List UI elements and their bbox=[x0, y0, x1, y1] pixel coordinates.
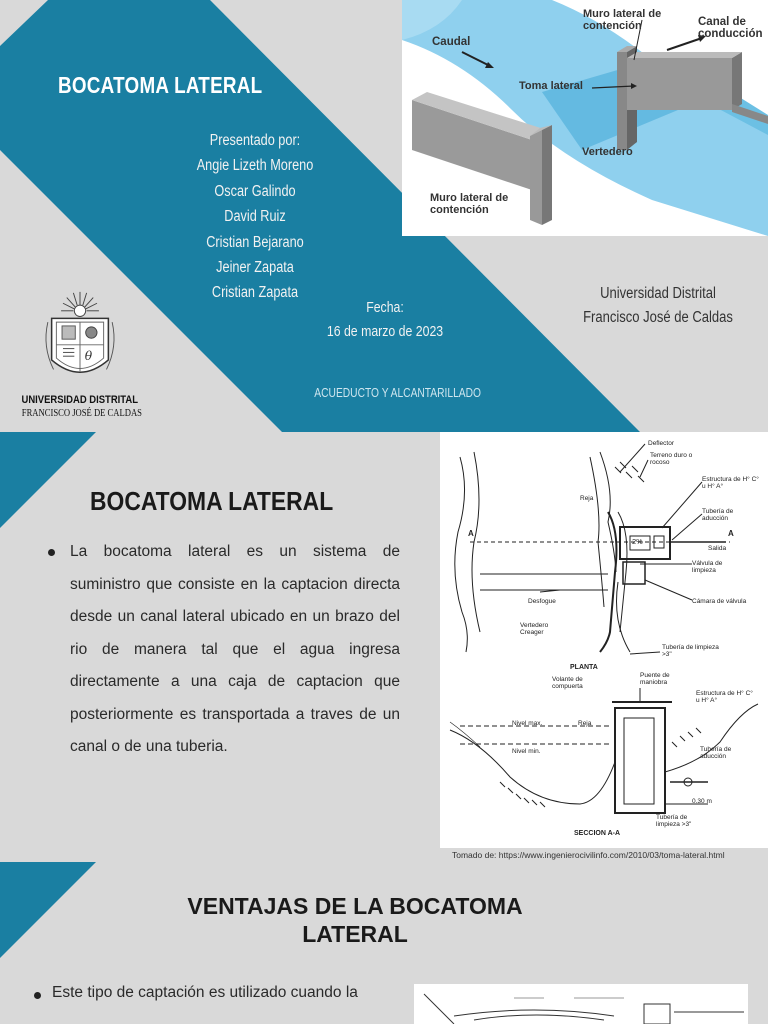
presenter-name: Angie Lizeth Moreno bbox=[196, 157, 314, 175]
label-depth: 0.30 m bbox=[692, 798, 712, 805]
label-terreno: Terreno duro o rocoso bbox=[650, 452, 693, 466]
label-muro-top: Muro lateral de contención bbox=[583, 8, 662, 32]
presented-by-label: Presentado por: bbox=[209, 132, 301, 149]
advantages-bullet bbox=[34, 984, 394, 1002]
presenter-name: Jeiner Zapata bbox=[216, 259, 294, 277]
label-muro-bottom: Muro lateral de contención bbox=[430, 192, 509, 216]
presenter-name: Cristian Bejarano bbox=[206, 233, 304, 251]
label-nivel-min: Nivel min. bbox=[512, 748, 541, 755]
advantages-text: Este tipo de captación es utilizado cuando la bbox=[52, 984, 358, 1001]
cover-section bbox=[0, 0, 768, 432]
image-source-link[interactable]: Tomado de: https://www.ingenierocivilinfo.com/2010/03/toma-lateral.html bbox=[452, 850, 725, 860]
label-vertedero: Vertedero bbox=[582, 146, 633, 158]
label-estructura: Estructura de H° C° u H° A° bbox=[702, 476, 759, 490]
label-a-left: A bbox=[468, 529, 474, 538]
bullet-dot bbox=[48, 549, 55, 556]
presenter-name: Cristian Zapata bbox=[211, 284, 299, 302]
advantages-drawing-svg bbox=[414, 984, 748, 1024]
label-planta: PLANTA bbox=[570, 664, 598, 671]
label-desfogue: Desfogue bbox=[528, 598, 556, 605]
label-a-right: A bbox=[728, 529, 734, 538]
university-name: Universidad Distrital Francisco José de Caldas bbox=[583, 285, 733, 326]
presenter-name: Oscar Galindo bbox=[214, 182, 296, 200]
label-tuberia-aduccion-section: Tubería de aducción bbox=[700, 746, 732, 760]
label-nivel-max: Nivel max. bbox=[512, 720, 543, 727]
svg-text:θ: θ bbox=[84, 348, 93, 363]
label-tuberia-aduccion: Tubería de aducción bbox=[702, 508, 734, 522]
section-title: BOCATOMA LATERAL bbox=[90, 486, 334, 516]
label-slope: 2% bbox=[632, 537, 643, 546]
advantages-section bbox=[0, 862, 768, 1024]
label-puente: Puente de maniobra bbox=[640, 672, 670, 686]
description-bullet bbox=[48, 536, 400, 764]
course-name: ACUEDUCTO Y ALCANTARILLADO bbox=[314, 386, 481, 400]
label-vertedero-creager: Vertedero Creager bbox=[520, 622, 549, 636]
lateral-intake-diagram bbox=[402, 0, 768, 236]
plan-and-section-drawing bbox=[440, 432, 768, 848]
corner-triangle bbox=[0, 862, 100, 962]
description-section bbox=[0, 432, 768, 862]
presenter-name: David Ruiz bbox=[224, 208, 286, 226]
label-volante: Volante de compuerta bbox=[552, 676, 583, 690]
presenters-block bbox=[150, 128, 360, 306]
label-toma: Toma lateral bbox=[519, 80, 583, 92]
label-caudal: Caudal bbox=[432, 36, 471, 48]
date-label: Fecha: bbox=[366, 299, 404, 316]
label-tuberia-limpieza-section: Tubería de limpieza >3" bbox=[656, 814, 692, 828]
label-camara: Cámara de válvula bbox=[692, 598, 747, 605]
date-block bbox=[300, 296, 470, 344]
logo-text-university: UNIVERSIDAD DISTRITAL bbox=[21, 394, 139, 406]
label-seccion: SECCION A-A bbox=[574, 830, 621, 837]
advantages-title: VENTAJAS DE LA BOCATOMA LATERAL bbox=[187, 893, 523, 947]
bullet-dot bbox=[34, 992, 41, 999]
advantages-drawing bbox=[414, 984, 748, 1024]
label-reja: Reja bbox=[580, 495, 594, 502]
label-tuberia-limpieza: Tubería de limpieza >3" bbox=[662, 644, 719, 658]
logo-text-name: FRANCISCO JOSÉ DE CALDAS bbox=[21, 408, 142, 419]
date-value: 16 de marzo de 2023 bbox=[326, 323, 444, 340]
label-valvula-limpieza: Válvula de limpieza bbox=[692, 560, 723, 574]
cover-title: BOCATOMA LATERAL bbox=[58, 72, 263, 98]
description-text: La bocatoma lateral es un sistema de suministro que consiste en la captacion directa desde un canal lateral ubicado en un brazo del rio de manera tal que el agua ingresa directamente a una caja de captacion que posteriormente es transportada a traves de un canal o de una tuberia. bbox=[70, 543, 400, 755]
label-reja-section: Reja bbox=[578, 720, 592, 727]
university-seal-logo bbox=[12, 290, 148, 394]
label-canal: Canal de conducción bbox=[698, 16, 763, 40]
technical-drawing bbox=[440, 432, 768, 848]
label-salida: Salida bbox=[708, 545, 727, 552]
corner-triangle bbox=[0, 432, 100, 532]
label-estructura-section: Estructura de H° C° u H° A° bbox=[696, 690, 753, 704]
label-deflector: Deflector bbox=[648, 440, 675, 447]
